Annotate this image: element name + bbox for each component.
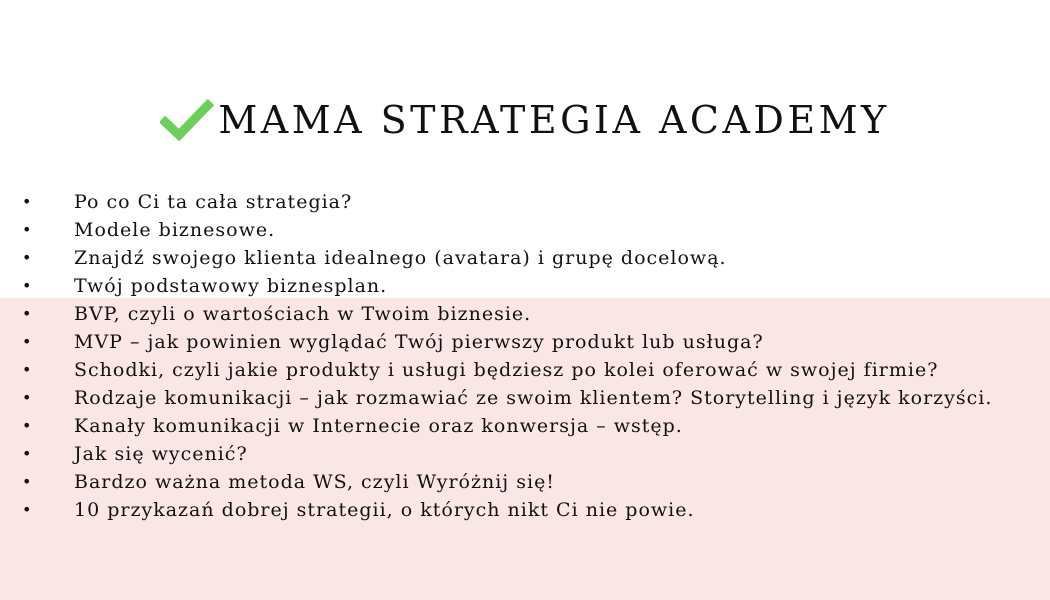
- bullet: •: [22, 444, 33, 463]
- list-item-text: MVP – jak powinien wyglądać Twój pierwszy produkt lub usługa?: [74, 331, 764, 353]
- list-item: [0, 468, 1050, 496]
- bullet: •: [22, 360, 33, 379]
- list-item: [0, 496, 1050, 524]
- bullet: •: [22, 192, 33, 211]
- bullet: •: [22, 472, 33, 491]
- bullet: •: [22, 416, 33, 435]
- list-item-text: Twój podstawowy biznesplan.: [74, 275, 388, 297]
- list-item-text: Kanały komunikacji w Internecie oraz konwersja – wstęp.: [74, 415, 683, 437]
- list-item-text: Schodki, czyli jakie produkty i usługi będziesz po kolei oferować w swojej firmie?: [74, 359, 939, 381]
- checkmark-icon: [160, 97, 214, 141]
- bullet: •: [22, 500, 33, 519]
- bullet: •: [22, 388, 33, 407]
- list-item: [0, 384, 1050, 412]
- list-item: [0, 328, 1050, 356]
- header: [0, 90, 1050, 150]
- list-item: [0, 272, 1050, 300]
- bullet: •: [22, 248, 33, 267]
- list-item-text: BVP, czyli o wartościach w Twoim biznesie.: [74, 303, 532, 325]
- list-item: [0, 356, 1050, 384]
- page-title: MAMA STRATEGIA ACADEMY: [218, 98, 890, 142]
- list-item-text: 10 przykazań dobrej strategii, o których nikt Ci nie powie.: [74, 499, 695, 521]
- list-item-text: Po co Ci ta cała strategia?: [74, 191, 353, 213]
- list-item: [0, 216, 1050, 244]
- bullet: •: [22, 220, 33, 239]
- list-item-text: Rodzaje komunikacji – jak rozmawiać ze swoim klientem? Storytelling i język korzyści.: [74, 387, 993, 409]
- list-item-text: Modele biznesowe.: [74, 219, 276, 241]
- topic-list: [0, 188, 1050, 524]
- list-item: [0, 412, 1050, 440]
- list-item-text: Znajdź swojego klienta idealnego (avatara) i grupę docelową.: [74, 247, 727, 269]
- list-item-text: Bardzo ważna metoda WS, czyli Wyróżnij się!: [74, 471, 555, 493]
- list-item: [0, 300, 1050, 328]
- list-item-text: Jak się wycenić?: [74, 443, 248, 465]
- bullet: •: [22, 276, 33, 295]
- bullet: •: [22, 304, 33, 323]
- list-item: [0, 440, 1050, 468]
- bullet: •: [22, 332, 33, 351]
- list-item: [0, 188, 1050, 216]
- list-item: [0, 244, 1050, 272]
